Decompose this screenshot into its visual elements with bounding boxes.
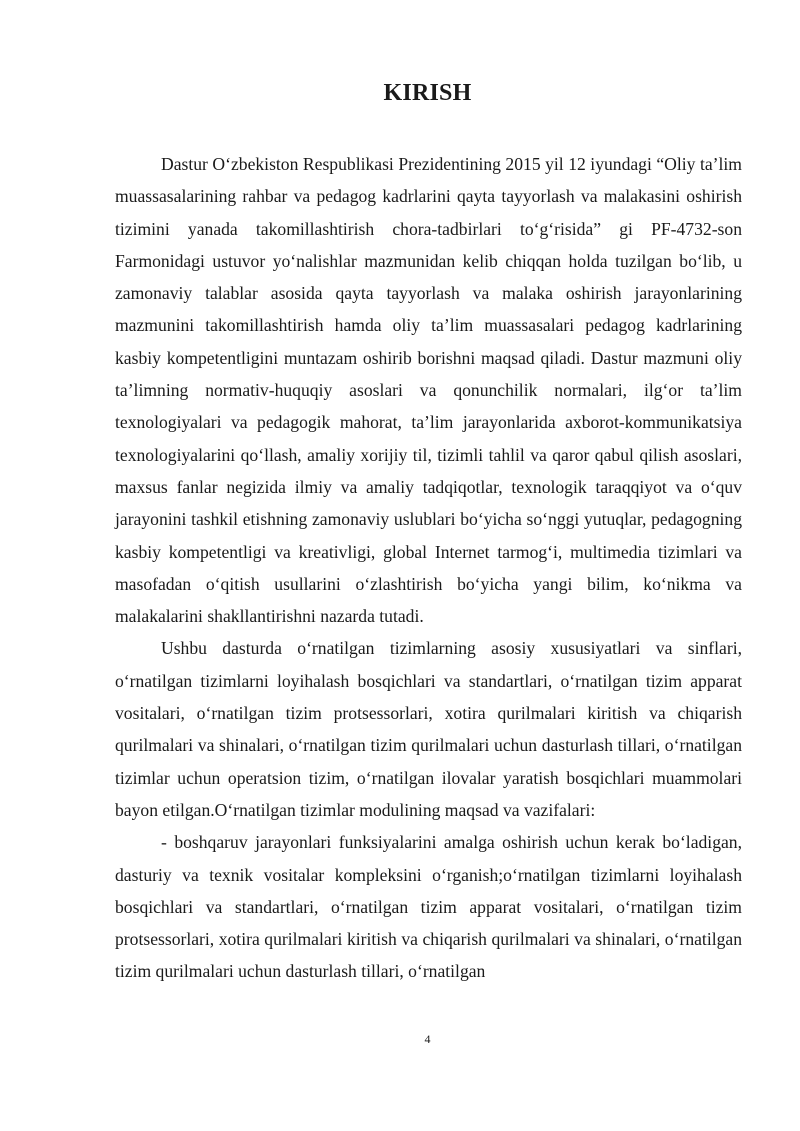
paragraph-task-list-item: - boshqaruv jarayonlari funksiyalarini amalga oshirish uchun kerak bo‘ladigan, dasturiy va texnik vositalar kompleksini o‘rganish;o‘rnatilgan tizimlarni loyihalash bosqichlari va standartlari, o‘rnatilgan tizim apparat vositalari, o‘rnatilgan tizim protsessorlari, xotira qurilmalari kiritish va chiqarish qurilmalari va shinalari, o‘rnatilgan tizim qurilmalari uchun dasturlash tillari, o‘rnatilgan <box>115 832 742 982</box>
document-body <box>115 148 742 988</box>
page-title: KIRISH <box>383 80 472 106</box>
paragraph-program-content: Ushbu dasturda o‘rnatilgan tizimlarning asosiy xususiyatlari va sinflari, o‘rnatilgan tizimlarni loyihalash bosqichlari va standartlari, o‘rnatilgan tizim apparat vositalari, o‘rnatilgan tizim protsessorlari, xotira qurilmalari kiritish va chiqarish qurilmalari va shinalari, o‘rnatilgan tizim qurilmalari uchun dasturlash tillari, o‘rnatilgan tizimlar uchun operatsion tizim, o‘rnatilgan ilovalar yaratish bosqichlari muammolari bayon etilgan.O‘rnatilgan tizimlar modulining maqsad va vazifalari: <box>115 638 742 820</box>
page-number: 4 <box>424 1032 431 1046</box>
paragraph-intro: Dastur O‘zbekiston Respublikasi Prezidentining 2015 yil 12 iyundagi “Oliy ta’lim muassasalarining rahbar va pedagog kadrlarini qayta tayyorlash va malakasini oshirish tizimini yanada takomillashtirish chora-tadbirlari to‘g‘risida” gi PF-4732-son Farmonidagi ustuvor yo‘nalishlar mazmunidan kelib chiqqan holda tuzilgan bo‘lib, u zamonaviy talablar asosida qayta tayyorlash va malaka oshirish jarayonlarining mazmunini takomillashtirish hamda oliy ta’lim muassasalari pedagog kadrlarining kasbiy kompetentligini muntazam oshirib borishni maqsad qiladi. Dastur mazmuni oliy ta’limning normativ-huquqiy asoslari va qonunchilik normalari, ilg‘or ta’lim texnologiyalari va pedagogik mahorat, ta’lim jarayonlarida axborot-kommunikatsiya texnologiyalarini qo‘llash, amaliy xorijiy til, tizimli tahlil va qaror qabul qilish asoslari, maxsus fanlar negizida ilmiy va amaliy tadqiqotlar, texnologik taraqqiyot va o‘quv jarayonini tashkil etishning zamonaviy uslublari bo‘yicha so‘nggi yutuqlar, pedagogning kasbiy kompetentligi va kreativligi, global Internet tarmog‘i, multimedia tizimlari va masofadan o‘qitish usullarini o‘zlashtirish bo‘yicha yangi bilim, ko‘nikma va malakalarini shakllantirishni nazarda tutadi. <box>115 154 742 627</box>
